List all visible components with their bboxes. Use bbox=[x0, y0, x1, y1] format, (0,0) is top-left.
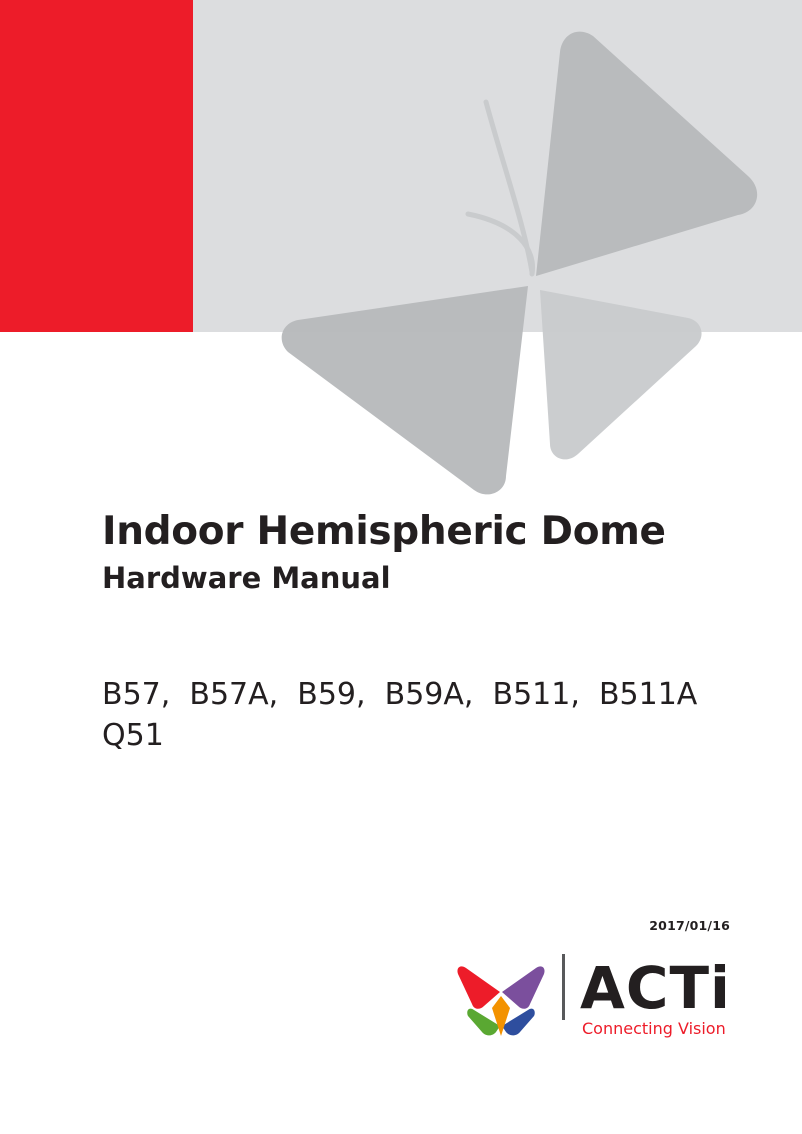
logo-divider bbox=[562, 954, 565, 1020]
model-list-line-1: B57, B57A, B59, B59A, B511, B511A bbox=[102, 677, 698, 712]
acti-logo bbox=[452, 948, 742, 1043]
svg-text:Connecting Vision: Connecting Vision bbox=[582, 1019, 726, 1038]
page-subtitle: Hardware Manual bbox=[102, 560, 391, 595]
svg-text:ACTi: ACTi bbox=[580, 954, 731, 1022]
acti-butterfly-mark bbox=[457, 960, 544, 1036]
title-block bbox=[102, 510, 742, 596]
cover-banner bbox=[0, 0, 802, 332]
model-list-line-2: Q51 bbox=[102, 717, 164, 753]
page-title: Indoor Hemispheric Dome bbox=[102, 509, 666, 554]
document-date: 2017/01/16 bbox=[649, 918, 730, 933]
model-list bbox=[102, 675, 742, 756]
banner-red-block bbox=[0, 0, 193, 332]
